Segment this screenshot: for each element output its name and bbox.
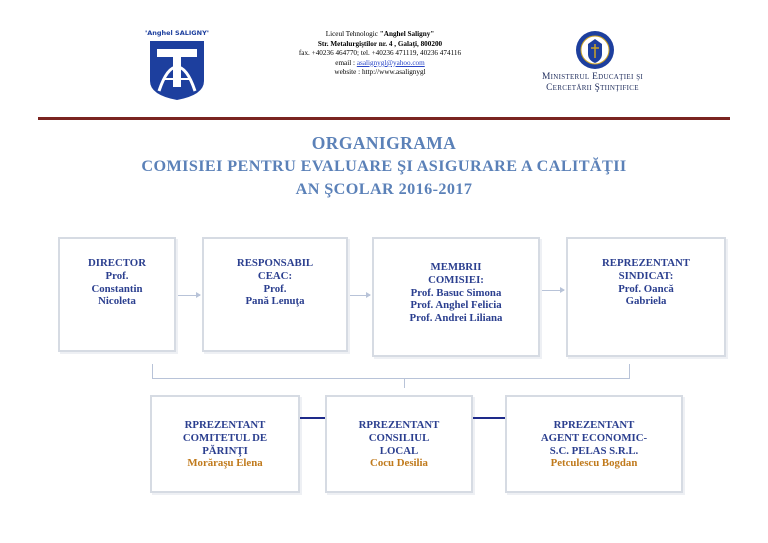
- ministry-seal-icon: [575, 30, 615, 70]
- membri-role: MEMBRII: [430, 261, 482, 273]
- sindicat-box: REPREZENTANT SINDICAT: Prof. Oancă Gabriela: [566, 237, 726, 357]
- bracket-left: [152, 364, 153, 378]
- arrow-director-to-responsabil: [178, 295, 200, 296]
- title-line-1: ORGANIGRAMA: [311, 133, 457, 153]
- responsabil-role: RESPONSABIL: [236, 257, 314, 269]
- school-logo-text: "Anghel SALIGNY": [145, 29, 209, 37]
- school-logo: [145, 27, 209, 101]
- bracket-right: [629, 364, 630, 378]
- arrow-membri-to-sindicat: [542, 290, 564, 291]
- school-name-line: Liceul Tehnologic "Anghel Saligny": [325, 30, 435, 38]
- link-parinti-consiliu: [300, 417, 325, 419]
- school-phone-fax: fax. +40236 464770; tel. +40236 471119, 40236 474116: [298, 49, 462, 58]
- membri-comisiei-box: MEMBRII COMISIEI: Prof. Basuc Simona Prof. Anghel Felicia Prof. Andrei Liliana: [372, 237, 540, 357]
- director-box: DIRECTOR Prof. Constantin Nicoleta: [58, 237, 176, 352]
- link-consiliu-agent: [473, 417, 505, 419]
- school-website[interactable]: website : http://www.asalignygl: [334, 68, 426, 77]
- responsabil-ceac-box: RESPONSABIL CEAC: Prof. Pană Lenuţa: [202, 237, 348, 352]
- agent-economic-box: RPREZENTANT AGENT ECONOMIC- S.C. PELAS S.R.L. Petculescu Bogdan: [505, 395, 683, 493]
- parinti-name: Morăraşu Elena: [187, 457, 263, 470]
- agent-role: RPREZENTANT: [553, 419, 635, 431]
- email-link[interactable]: asalignygl@yahoo.com: [356, 58, 425, 67]
- title-line-2: COMISIEI PENTRU EVALUARE ŞI ASIGURARE A CALITĂŢII: [141, 157, 627, 175]
- director-role: DIRECTOR: [88, 257, 146, 269]
- title-line-3: AN ŞCOLAR 2016-2017: [295, 180, 473, 198]
- arrow-responsabil-to-membri: [350, 295, 370, 296]
- parinti-role: RPREZENTANT: [184, 419, 266, 431]
- ministry-name: Ministerul Educaţiei şi Cercetării Ştiinţifice: [541, 72, 644, 93]
- consiliu-role: RPREZENTANT: [358, 419, 440, 431]
- bracket-center-tick: [404, 378, 405, 388]
- sindicat-role: REPREZENTANT: [602, 257, 690, 269]
- school-name: "Anghel Saligny": [379, 30, 435, 38]
- page-title: [0, 132, 768, 201]
- school-address: Str. Metalurgiştilor nr. 4 , Galaţi, 800200: [317, 39, 443, 48]
- agent-name: Petculescu Bogdan: [550, 457, 638, 470]
- consiliu-local-box: RPREZENTANT CONSILIUL LOCAL Cocu Desilia: [325, 395, 473, 493]
- school-contact-block: [255, 30, 505, 78]
- header-divider: [38, 117, 730, 120]
- consiliu-name: Cocu Desilia: [370, 457, 428, 470]
- school-email-line: email : asalignygl@yahoo.com: [335, 58, 425, 67]
- bracket-horizontal: [152, 378, 630, 379]
- parinti-box: RPREZENTANT COMITETUL DE PĂRINŢI Morăraşu Elena: [150, 395, 300, 493]
